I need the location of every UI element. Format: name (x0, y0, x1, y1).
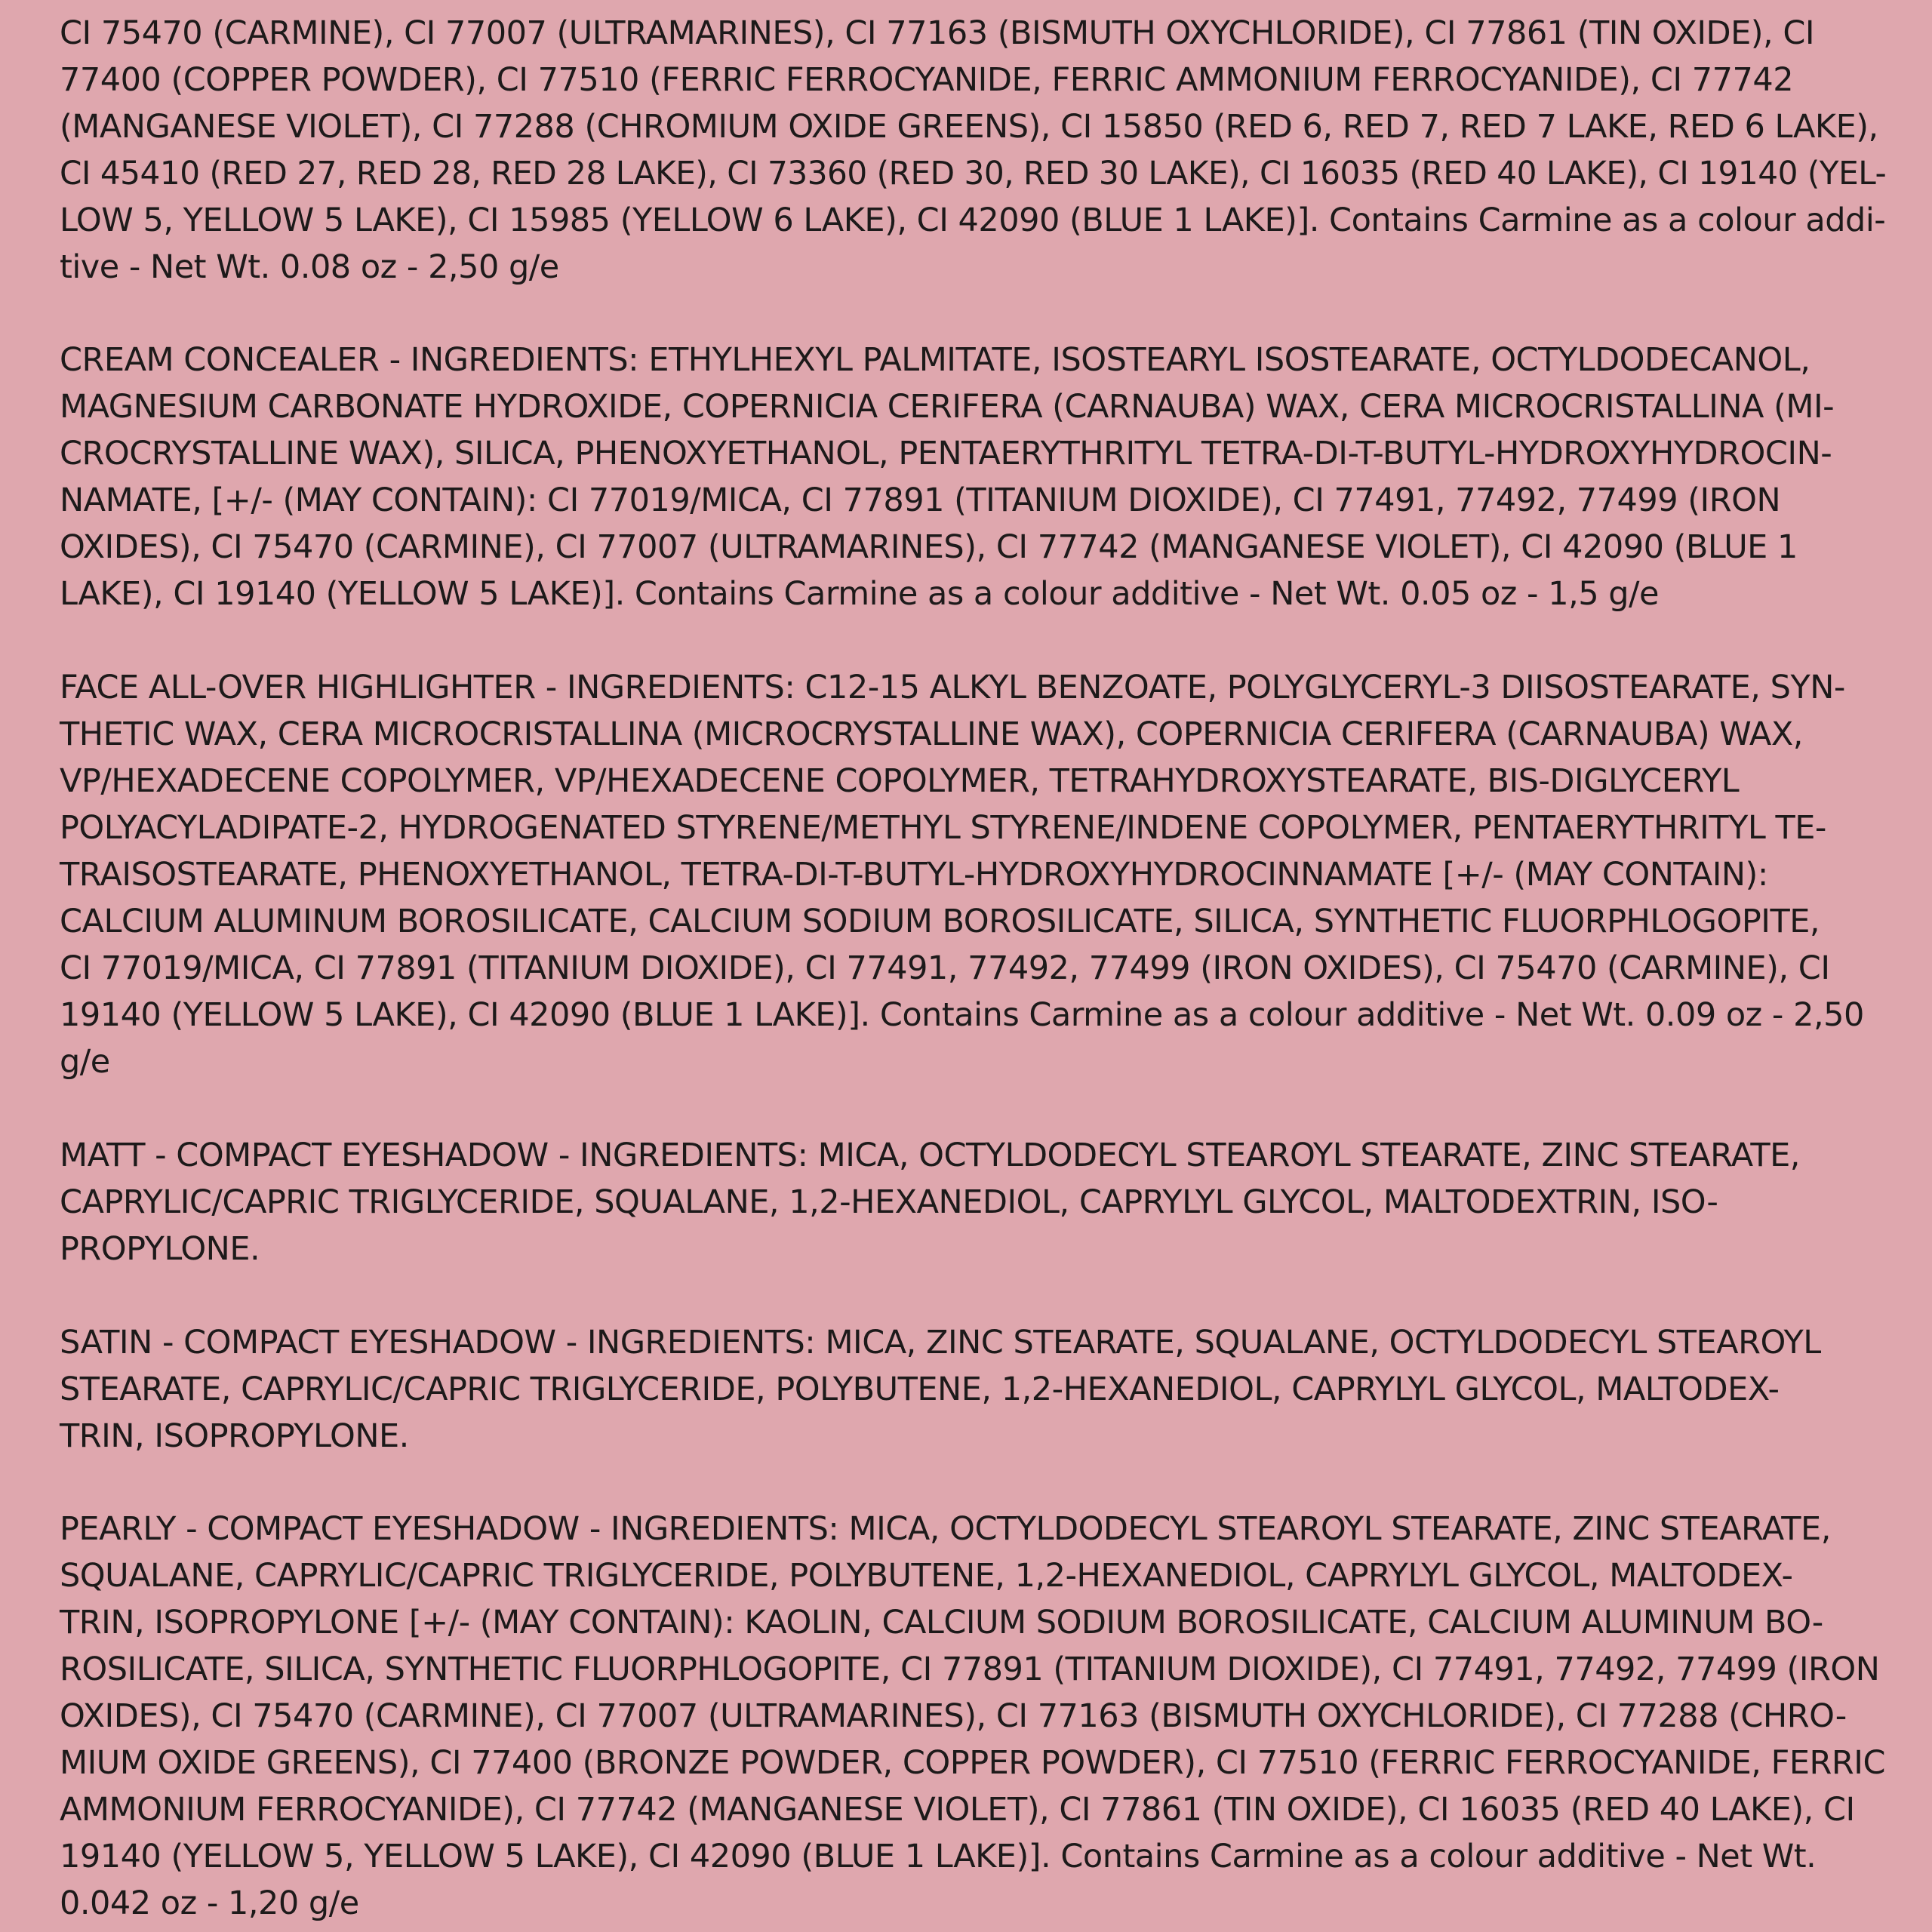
ingredient-line: SATIN - COMPACT EYESHADOW - INGREDIENTS: MICA, ZINC STEARATE, SQUALANE, OCTYLDODECYL STEAROYL (60, 1324, 1821, 1361)
ingredient-line: (MANGANESE VIOLET), CI 77288 (CHROMIUM OXIDE GREENS), CI 15850 (RED 6, RED 7, RED 7 LAKE, RED 6 LAKE), (60, 108, 1878, 146)
ingredient-line: MATT - COMPACT EYESHADOW - INGREDIENTS: MICA, OCTYLDODECYL STEAROYL STEARATE, ZINC STEARATE, (60, 1137, 1800, 1174)
ingredient-line: LAKE), CI 19140 (YELLOW 5 LAKE)]. Contains Carmine as a colour additive - Net Wt. 0.05 oz - 1,5 g/e (60, 575, 1659, 613)
ingredient-line: CREAM CONCEALER - INGREDIENTS: ETHYLHEXYL PALMITATE, ISOSTEARYL ISOSTEARATE, OCTYLDODECANOL, (60, 341, 1810, 379)
satin-eyeshadow-paragraph (60, 1319, 1886, 1460)
ingredient-line: CALCIUM ALUMINUM BOROSILICATE, CALCIUM SODIUM BOROSILICATE, SILICA, SYNTHETIC FLUORPHLOGOPITE, (60, 903, 1820, 940)
ingredient-line: STEARATE, CAPRYLIC/CAPRIC TRIGLYCERIDE, POLYBUTENE, 1,2-HEXANEDIOL, CAPRYLYL GLYCOL, MALTODEX- (60, 1371, 1780, 1408)
ingredient-line: 19140 (YELLOW 5 LAKE), CI 42090 (BLUE 1 LAKE)]. Contains Carmine as a colour additive - Net Wt. 0.09 oz - 2,50 (60, 996, 1864, 1034)
ingredient-line: CAPRYLIC/CAPRIC TRIGLYCERIDE, SQUALANE, 1,2-HEXANEDIOL, CAPRYLYL GLYCOL, MALTODEXTRIN, ISO- (60, 1183, 1718, 1221)
ingredient-line: tive - Net Wt. 0.08 oz - 2,50 g/e (60, 248, 559, 286)
ingredient-line: 19140 (YELLOW 5, YELLOW 5 LAKE), CI 42090 (BLUE 1 LAKE)]. Contains Carmine as a colour additive - Net Wt. (60, 1838, 1817, 1875)
continued-ingredients-paragraph (60, 10, 1886, 291)
pearly-eyeshadow-paragraph (60, 1506, 1886, 1927)
ingredient-line: PEARLY - COMPACT EYESHADOW - INGREDIENTS: MICA, OCTYLDODECYL STEAROYL STEARATE, ZINC STEARATE, (60, 1510, 1831, 1548)
ingredient-line: CROCRYSTALLINE WAX), SILICA, PHENOXYETHANOL, PENTAERYTHRITYL TETRA-DI-T-BUTYL-HYDROXYHYDROCIN- (60, 435, 1832, 472)
ingredient-line: CI 77019/MICA, CI 77891 (TITANIUM DIOXIDE), CI 77491, 77492, 77499 (IRON OXIDES), CI 75470 (CARMINE), CI (60, 949, 1830, 987)
ingredient-line: NAMATE, [+/- (MAY CONTAIN): CI 77019/MICA, CI 77891 (TITANIUM DIOXIDE), CI 77491, 77492, 77499 (IRON (60, 481, 1781, 519)
ingredient-line: ROSILICATE, SILICA, SYNTHETIC FLUORPHLOGOPITE, CI 77891 (TITANIUM DIOXIDE), CI 77491, 77492, 77499 (IRON (60, 1651, 1880, 1688)
ingredient-line: TRAISOSTEARATE, PHENOXYETHANOL, TETRA-DI-T-BUTYL-HYDROXYHYDROCINNAMATE [+/- (MAY CONTAIN): (60, 856, 1768, 894)
face-highlighter-paragraph (60, 664, 1886, 1085)
ingredient-line: PROPYLONE. (60, 1230, 260, 1268)
ingredient-line: TRIN, ISOPROPYLONE [+/- (MAY CONTAIN): KAOLIN, CALCIUM SODIUM BOROSILICATE, CALCIUM ALUMINUM BO- (60, 1604, 1823, 1641)
ingredient-line: CI 45410 (RED 27, RED 28, RED 28 LAKE), CI 73360 (RED 30, RED 30 LAKE), CI 16035 (RED 40 LAKE), CI 19140 (YEL- (60, 155, 1887, 192)
cream-concealer-paragraph (60, 337, 1886, 617)
ingredient-line: 0.042 oz - 1,20 g/e (60, 1884, 359, 1922)
ingredient-line: POLYACYLADIPATE-2, HYDROGENATED STYRENE/METHYL STYRENE/INDENE COPOLYMER, PENTAERYTHRITYL TE- (60, 809, 1826, 847)
ingredient-line: FACE ALL-OVER HIGHLIGHTER - INGREDIENTS: C12-15 ALKYL BENZOATE, POLYGLYCERYL-3 DIISOSTEARATE, SYN- (60, 669, 1845, 706)
matt-eyeshadow-paragraph (60, 1132, 1886, 1272)
ingredient-line: CI 75470 (CARMINE), CI 77007 (ULTRAMARINES), CI 77163 (BISMUTH OXYCHLORIDE), CI 77861 (TIN OXIDE), CI (60, 14, 1815, 52)
ingredient-line: THETIC WAX, CERA MICROCRISTALLINA (MICROCRYSTALLINE WAX), COPERNICIA CERIFERA (CARNAUBA) WAX, (60, 715, 1803, 753)
ingredient-line: OXIDES), CI 75470 (CARMINE), CI 77007 (ULTRAMARINES), CI 77742 (MANGANESE VIOLET), CI 42090 (BLUE 1 (60, 528, 1798, 566)
ingredient-line: MAGNESIUM CARBONATE HYDROXIDE, COPERNICIA CERIFERA (CARNAUBA) WAX, CERA MICROCRISTALLINA (MI- (60, 388, 1835, 426)
ingredient-line: LOW 5, YELLOW 5 LAKE), CI 15985 (YELLOW 6 LAKE), CI 42090 (BLUE 1 LAKE)]. Contains Carmine as a colour addi- (60, 202, 1886, 239)
ingredient-line: AMMONIUM FERROCYANIDE), CI 77742 (MANGANESE VIOLET), CI 77861 (TIN OXIDE), CI 16035 (RED 40 LAKE), CI (60, 1791, 1855, 1829)
ingredient-line: SQUALANE, CAPRYLIC/CAPRIC TRIGLYCERIDE, POLYBUTENE, 1,2-HEXANEDIOL, CAPRYLYL GLYCOL, MALTODEX- (60, 1557, 1793, 1595)
ingredient-line: VP/HEXADECENE COPOLYMER, VP/HEXADECENE COPOLYMER, TETRAHYDROXYSTEARATE, BIS-DIGLYCERYL (60, 762, 1740, 800)
ingredient-line: MIUM OXIDE GREENS), CI 77400 (BRONZE POWDER, COPPER POWDER), CI 77510 (FERRIC FERROCYANIDE, FERRIC (60, 1744, 1885, 1782)
ingredient-line: TRIN, ISOPROPYLONE. (60, 1417, 409, 1455)
ingredient-line: OXIDES), CI 75470 (CARMINE), CI 77007 (ULTRAMARINES), CI 77163 (BISMUTH OXYCHLORIDE), CI 77288 (CHRO- (60, 1697, 1847, 1735)
ingredient-line: 77400 (COPPER POWDER), CI 77510 (FERRIC FERROCYANIDE, FERRIC AMMONIUM FERROCYANIDE), CI 77742 (60, 61, 1794, 99)
ingredient-line: g/e (60, 1043, 110, 1081)
